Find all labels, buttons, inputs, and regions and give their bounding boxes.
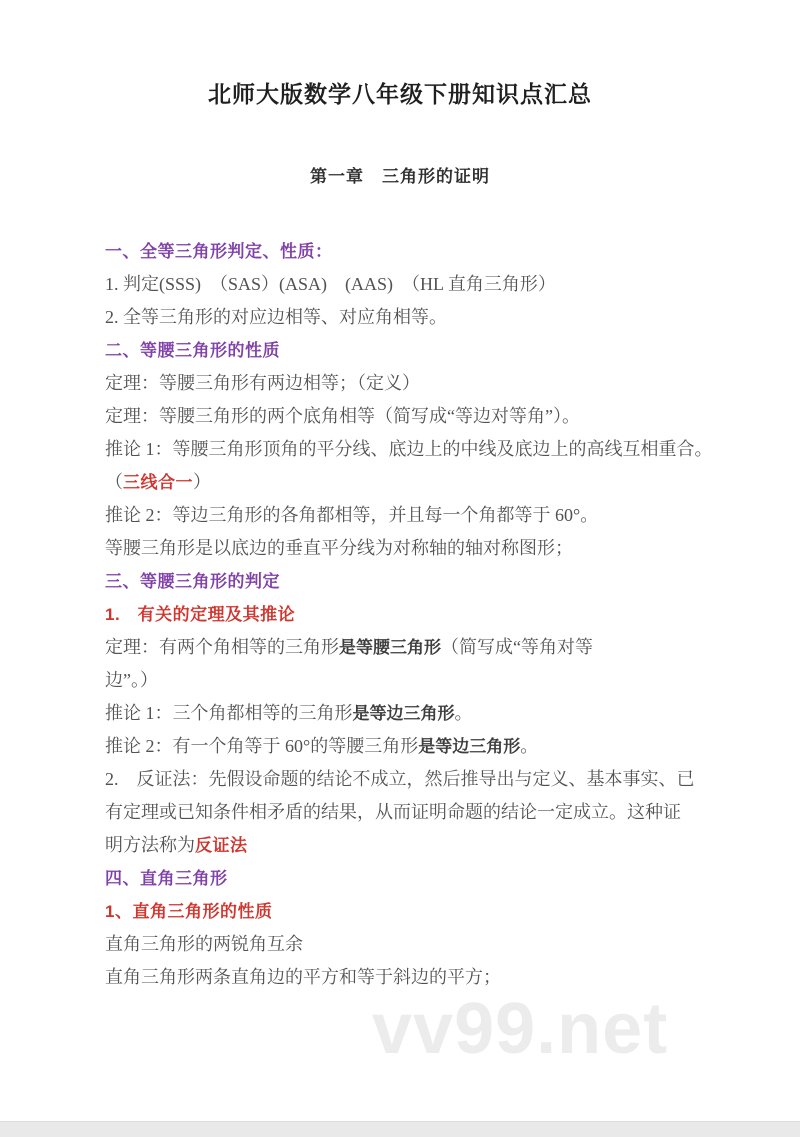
text-segment: 1、直角三角形的性质 [105,902,273,921]
text-segment: 直角三角形两条直角边的平方和等于斜边的平方； [105,967,501,987]
text-segment: 2. 全等三角形的对应边相等、对应角相等。 [105,307,447,327]
text-line [105,862,745,895]
text-segment: 是等边三角形 [352,704,455,723]
text-line [105,235,745,268]
text-line [105,433,745,466]
text-segment: 1. 判定(SSS) （SAS）(ASA) (AAS) （HL 直角三角形） [105,274,556,294]
text-line [105,763,745,796]
text-line [105,400,745,433]
page-title: 北师大版数学八年级下册知识点汇总 [208,81,592,107]
text-segment: 是等腰三角形 [339,638,441,657]
text-line [105,301,745,334]
text-segment: 有定理或已知条件相矛盾的结果，从而证明命题的结论一定成立。这种证 [105,802,681,822]
text-line [105,532,745,565]
text-segment: 是等边三角形 [418,737,521,756]
text-line [105,631,745,664]
text-segment: 二、等腰三角形的性质 [105,341,280,360]
text-segment: 定理：等腰三角形的两个底角相等（简写成“等边对等角”）。 [105,406,580,426]
text-segment: 推论 2：等边三角形的各角都相等，并且每一个角都等于 60°。 [105,505,599,525]
text-line [105,466,745,499]
text-line [105,928,745,961]
text-segment: 。 [520,736,539,756]
text-line [105,829,745,862]
footer-band [0,1121,800,1137]
text-segment: 三线合一 [123,473,193,492]
text-segment: （简写成“等角对等 [441,637,593,657]
text-line [105,796,745,829]
text-line [105,697,745,730]
text-segment: 反证法 [195,836,248,855]
text-segment: 推论 2：有一个角等于 60°的等腰三角形 [105,736,419,756]
text-segment: 定理：等腰三角形有两边相等；（定义） [105,373,420,393]
text-segment: 。 [454,703,473,723]
text-segment: 定理：有两个角相等的三角形 [105,637,339,657]
text-segment: 直角三角形的两锐角互余 [105,934,303,954]
text-segment: 推论 1：三个角都相等的三角形 [105,703,353,723]
text-segment: 1. 有关的定理及其推论 [105,605,296,624]
watermark-text: vv99.net [372,989,669,1069]
text-line [105,598,745,631]
content-body [105,235,745,994]
text-line [105,367,745,400]
text-segment: （ [105,472,123,492]
text-line [105,499,745,532]
text-line [105,730,745,763]
text-segment: 四、直角三角形 [105,869,228,888]
text-segment: 明方法称为 [105,835,195,855]
text-line [105,268,745,301]
text-segment: 一、全等三角形判定、性质： [105,242,333,261]
text-line [105,895,745,928]
text-segment: 边”。） [105,670,158,690]
text-segment: 推论 1：等腰三角形顶角的平分线、底边上的中线及底边上的高线互相重合。 [105,439,713,459]
text-segment: 三、等腰三角形的判定 [105,572,280,591]
text-line [105,664,745,697]
chapter-heading: 第一章 三角形的证明 [310,167,490,186]
text-segment: 2. 反证法：先假设命题的结论不成立，然后推导出与定义、基本事实、已 [105,769,695,789]
text-line [105,334,745,367]
text-line [105,565,745,598]
text-segment: 等腰三角形是以底边的垂直平分线为对称轴的轴对称图形； [105,538,573,558]
text-segment: ） [193,472,211,492]
